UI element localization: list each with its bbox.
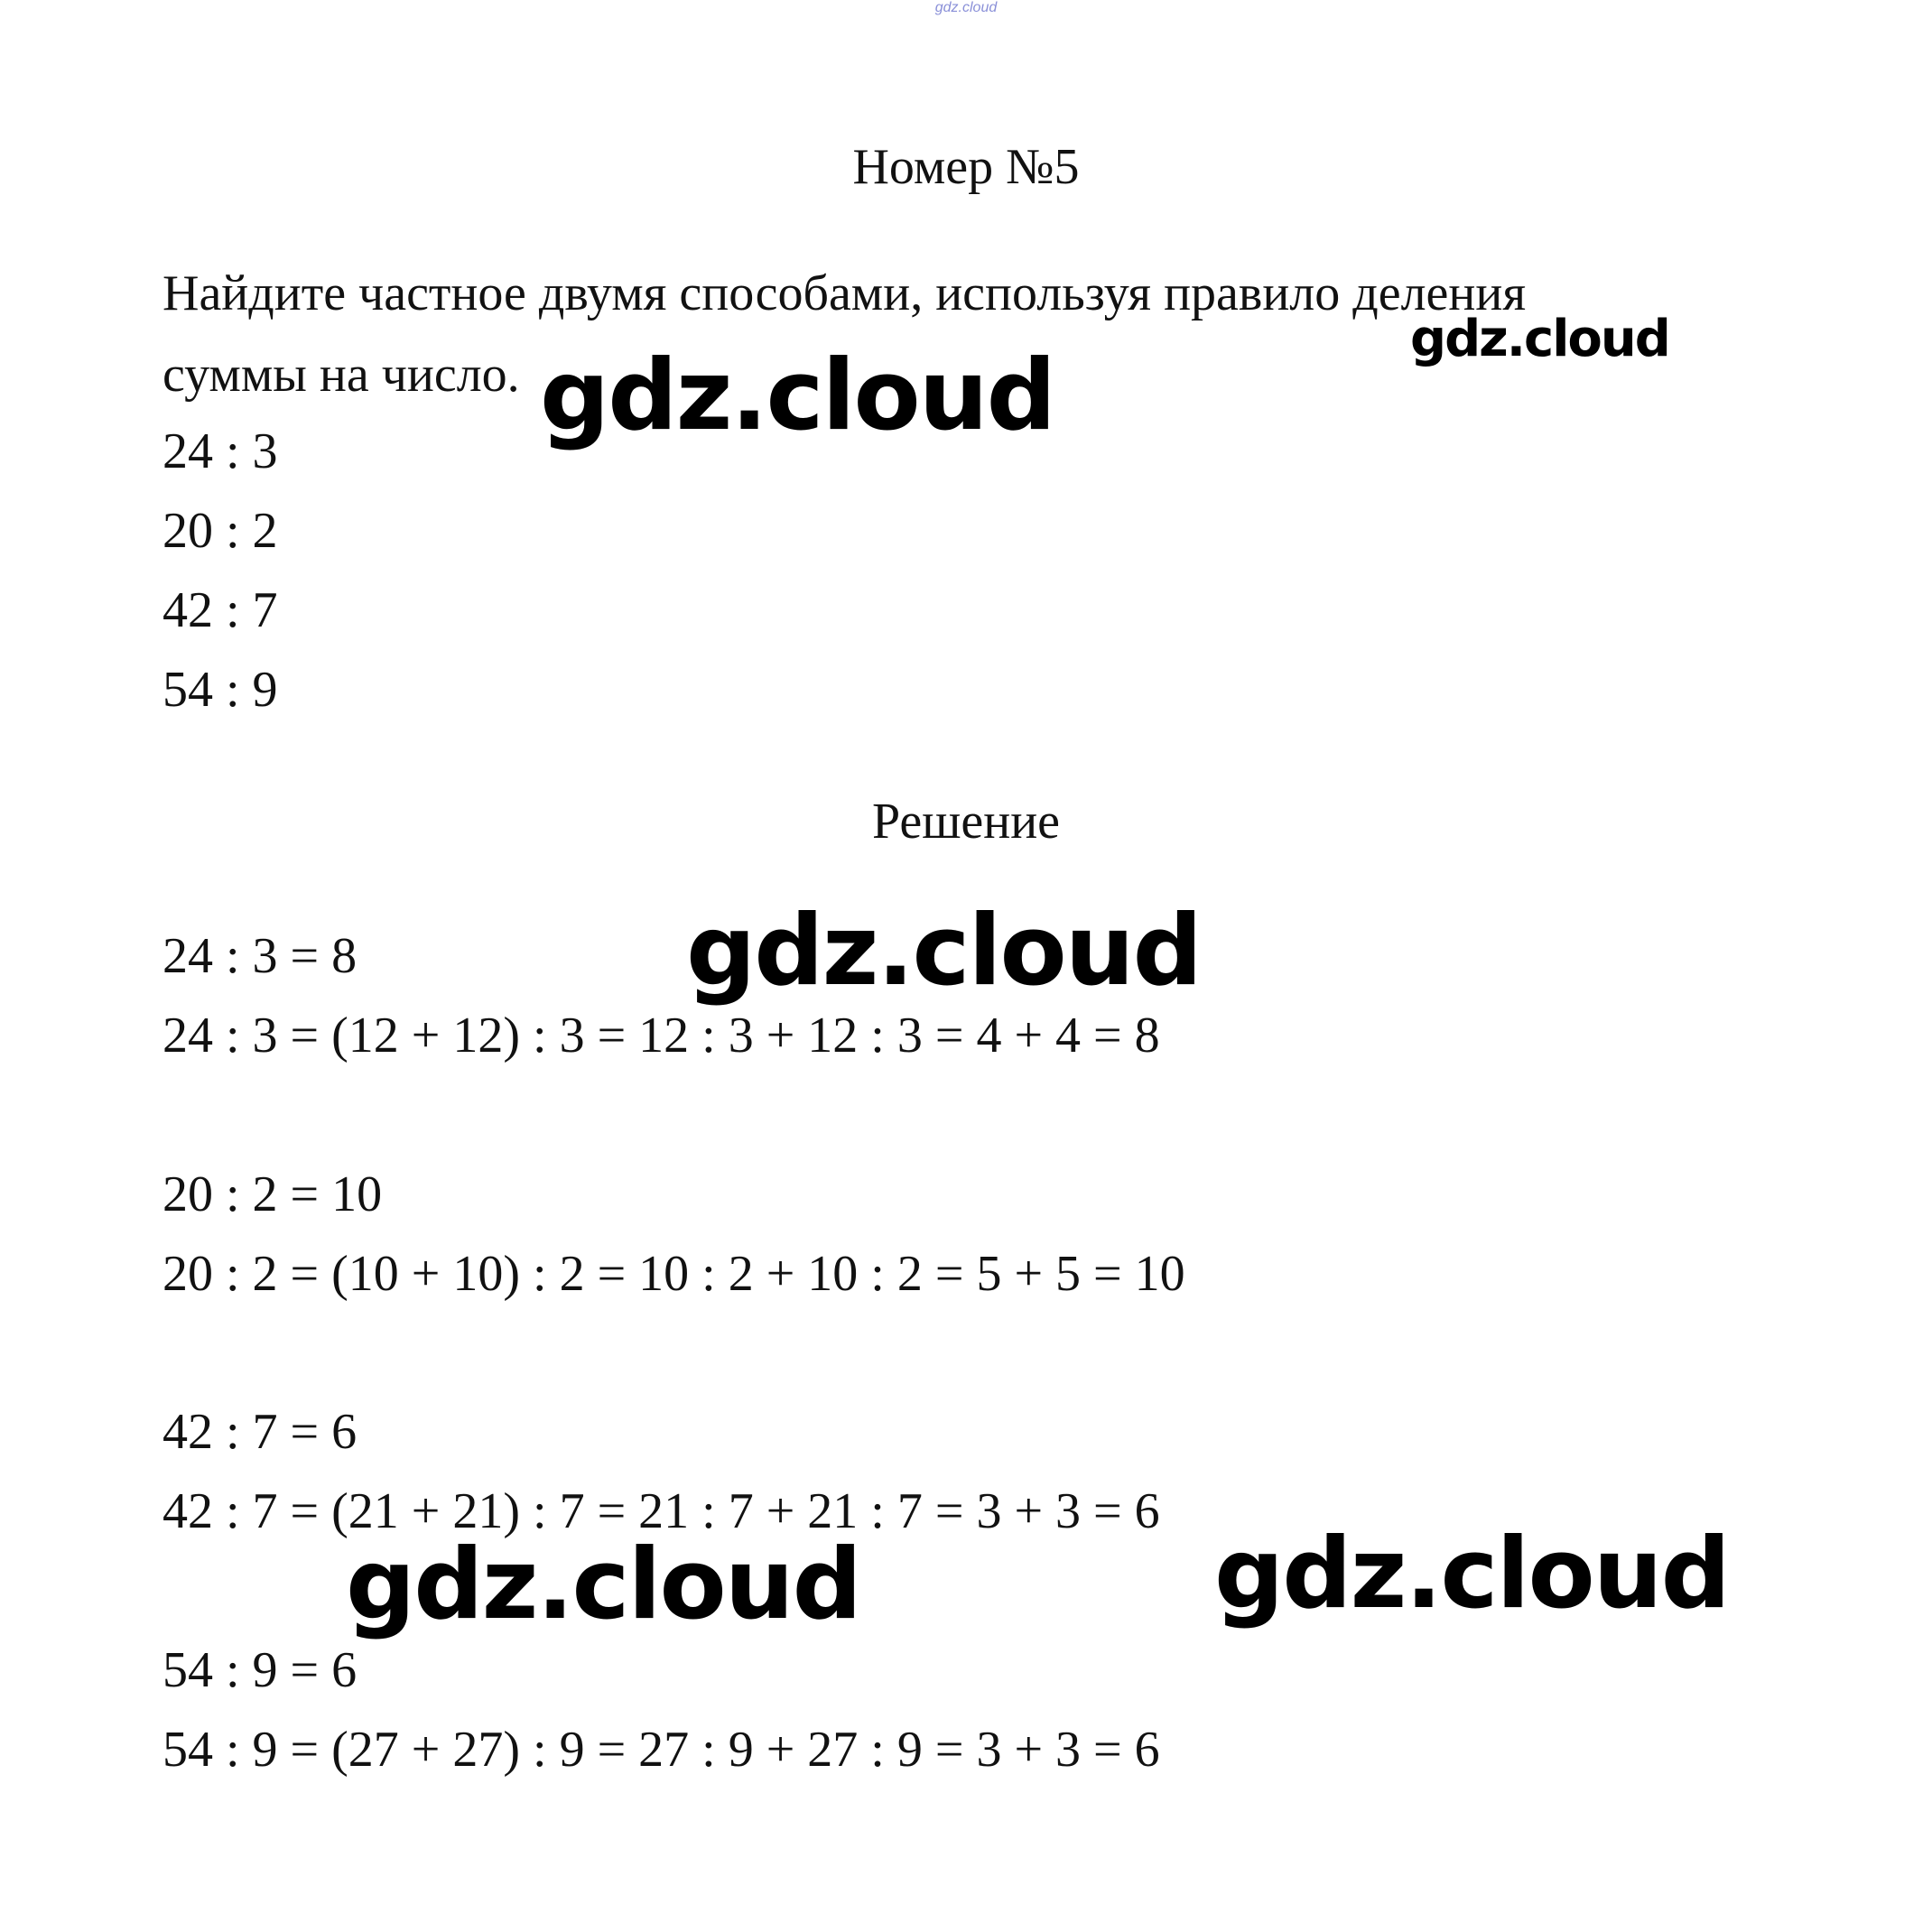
solution-method: 54 : 9 = (27 + 27) : 9 = 27 : 9 + 27 : 9 = 3 + 3 = 6 bbox=[163, 1722, 1160, 1778]
task-text-line-2: суммы на число. bbox=[163, 347, 520, 403]
task-text-line-1: Найдите частное двумя способами, используя правило деления bbox=[163, 265, 1527, 321]
solution-result: 42 : 7 = 6 bbox=[163, 1404, 358, 1460]
solution-result: 20 : 2 = 10 bbox=[163, 1166, 383, 1222]
task-item: 20 : 2 bbox=[163, 503, 278, 559]
top-watermark: gdz.cloud bbox=[934, 0, 998, 15]
watermark: gdz.cloud bbox=[1214, 1518, 1729, 1630]
watermark: gdz.cloud bbox=[1410, 310, 1669, 368]
solution-method: 42 : 7 = (21 + 21) : 7 = 21 : 7 + 21 : 7 = 3 + 3 = 6 bbox=[163, 1483, 1160, 1539]
watermark: gdz.cloud bbox=[346, 1528, 860, 1641]
solution-method: 24 : 3 = (12 + 12) : 3 = 12 : 3 + 12 : 3 = 4 + 4 = 8 bbox=[163, 1008, 1160, 1064]
watermark: gdz.cloud bbox=[540, 339, 1054, 452]
watermark: gdz.cloud bbox=[686, 895, 1201, 1008]
solution-heading: Решение bbox=[871, 794, 1061, 850]
task-item: 54 : 9 bbox=[163, 662, 278, 718]
solution-result: 24 : 3 = 8 bbox=[163, 928, 358, 984]
solution-method: 20 : 2 = (10 + 10) : 2 = 10 : 2 + 10 : 2 = 5 + 5 = 10 bbox=[163, 1246, 1185, 1302]
task-item: 42 : 7 bbox=[163, 582, 278, 638]
solution-result: 54 : 9 = 6 bbox=[163, 1642, 358, 1698]
task-item: 24 : 3 bbox=[163, 423, 278, 479]
page-title: Номер №5 bbox=[852, 139, 1080, 195]
